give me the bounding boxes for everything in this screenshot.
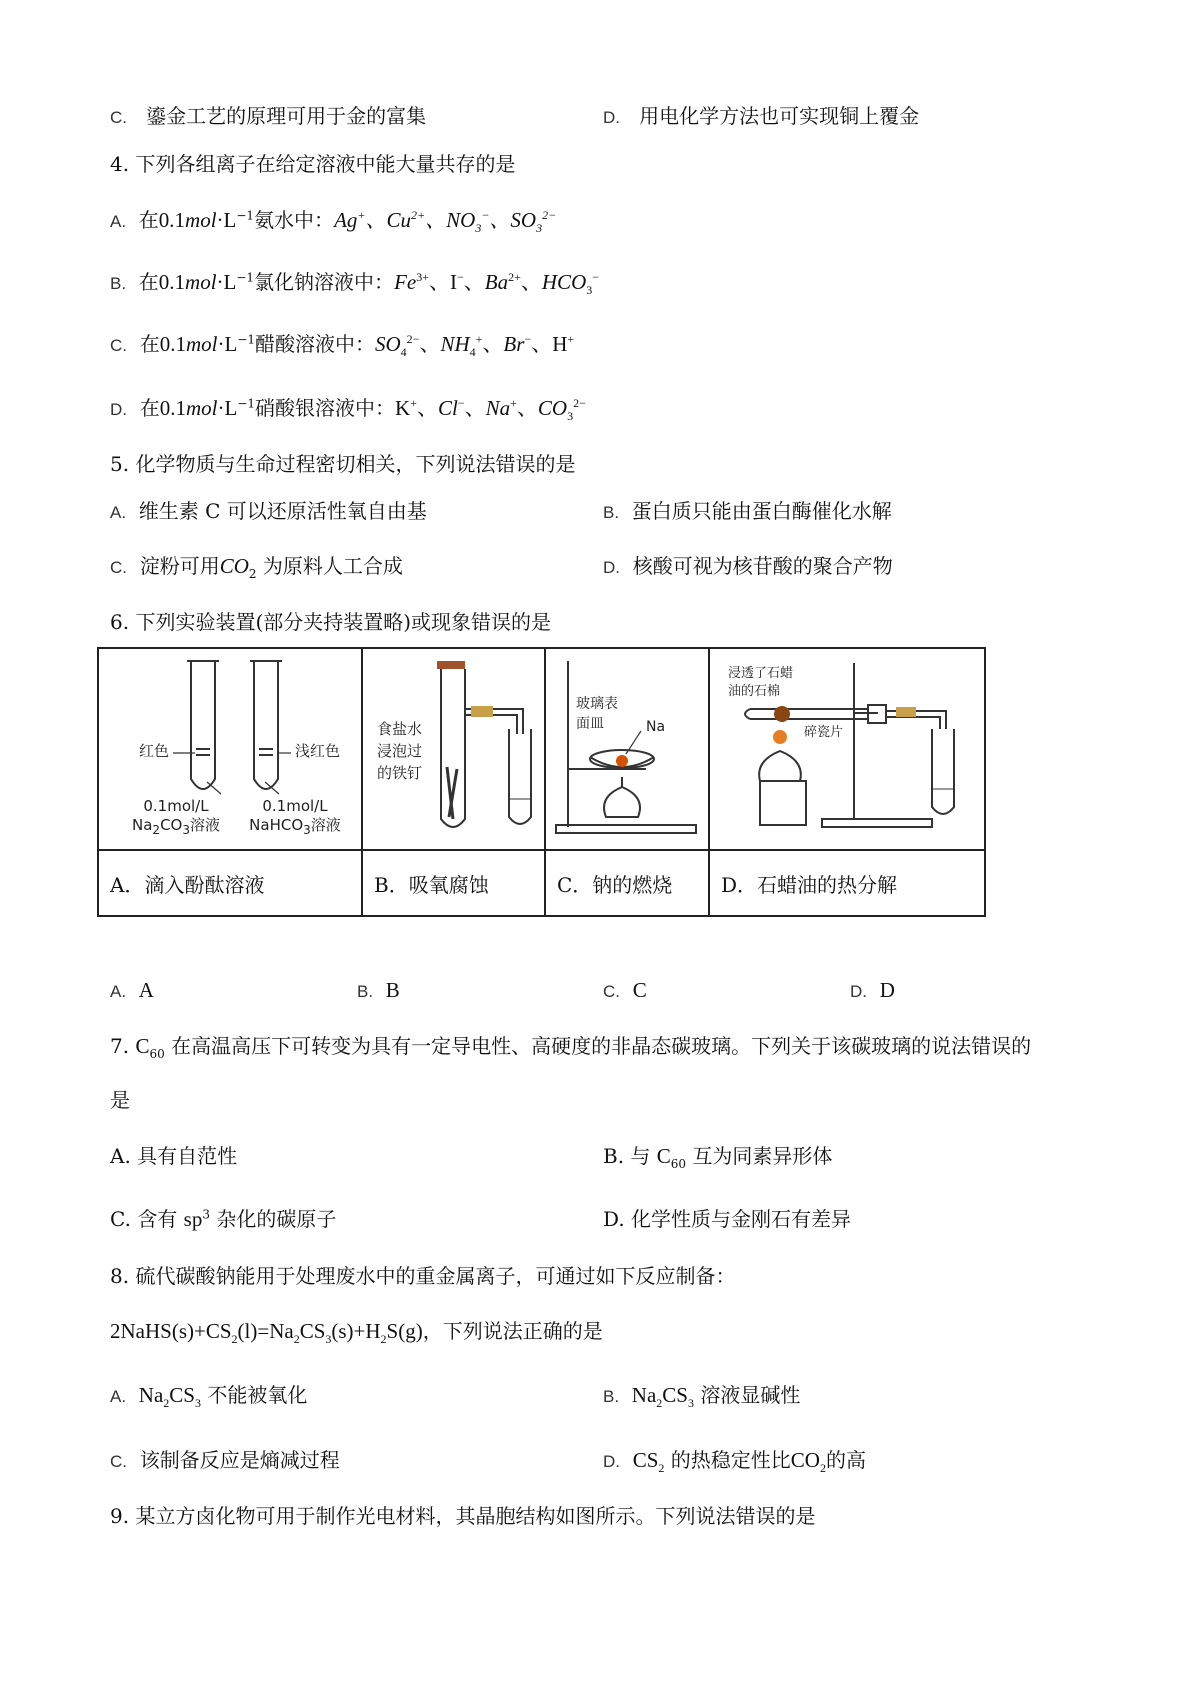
- q4-option-c: C. 在$0.1mol\cdot L^{-1}$醋酸溶液中：$SO_4^{2-}$、$NH_4^+$、Br−、H+: [110, 332, 575, 360]
- q6-option-c: C. C: [603, 978, 647, 1002]
- q3-option-c: [110, 106, 426, 126]
- q7-stem-line2: 是: [110, 1088, 130, 1112]
- q8-equation: $2NaHS(s)+CS_2(l)=Na_2CS_3(s)+H_2S(g)$，下列说法正确的是: [110, 1319, 603, 1347]
- option-text: 用电化学方法也可实现铜上覆金: [639, 104, 920, 128]
- q7-option-a: A. 具有自范性: [110, 1144, 238, 1168]
- asbestos-label: 浸透了石蜡 油的石棉: [728, 666, 794, 699]
- q6-option-d: D. D: [850, 978, 895, 1002]
- experiment-table: [97, 647, 986, 917]
- q5-stem: 5. 化学物质与生命过程密切相关，下列说法错误的是: [110, 452, 576, 476]
- q5-option-c: C. 淀粉可用$CO_2$ 为原料人工合成: [110, 554, 403, 581]
- q4-option-b: B. 在$0.1mol\cdot L^{-1}$氯化钠溶液中：$Fe^{3+}$、I−、$Ba^{2+}$、$HCO_3^-$: [110, 270, 600, 298]
- q4-option-a: A. 在$0.1mol\cdot L^{-1}$氨水中：Ag+、$Cu^{2+}$、$NO_3^-$、$SO_3^{2-}$: [110, 208, 557, 236]
- panel-a-diagram: [98, 648, 362, 850]
- caption-d: D．石蜡油的热分解: [709, 850, 985, 916]
- q4-option-d: D. 在$0.1mol\cdot L^{-1}$硝酸银溶液中：K+、Cl−、Na+、$CO_3^{2-}$: [110, 396, 586, 424]
- q7-option-d: D. 化学性质与金刚石有差异: [603, 1207, 852, 1231]
- nail-label: 食盐水 浸泡过 的铁钉: [377, 720, 423, 782]
- option-label: C.: [110, 108, 127, 127]
- q8-stem: 8. 硫代碳酸钠能用于处理废水中的重金属离子，可通过如下反应制备：: [110, 1264, 736, 1288]
- q7-stem: 7. $C_{60}$ 在高温高压下可转变为具有一定导电性、高硬度的非晶态碳玻璃。下列关于该碳玻璃的说法错误的: [110, 1034, 1032, 1061]
- q8-option-c: C. 该制备反应是熵减过程: [110, 1448, 340, 1472]
- right-tube-color: 浅红色: [295, 742, 341, 760]
- q7-option-b: B. 与 $C_{60}$ 互为同素异形体: [603, 1144, 833, 1171]
- q6-option-a: A. A: [110, 978, 154, 1002]
- option-text: 鎏金工艺的原理可用于金的富集: [146, 104, 427, 128]
- right-tube-solution: 0.1mol/L NaHCO$_3$溶液: [249, 797, 341, 837]
- ion-list: $Fe^{3+}$、I−、$Ba^{2+}$、$HCO_3^-$: [394, 270, 600, 298]
- panel-c-diagram: [545, 648, 709, 850]
- caption-c: C．钠的燃烧: [545, 850, 709, 916]
- q6-stem: 6. 下列实验装置(部分夹持装置略)或现象错误的是: [110, 610, 552, 634]
- q5-option-b: B. 蛋白质只能由蛋白酶催化水解: [603, 499, 892, 523]
- sodium-label: Na: [646, 719, 666, 735]
- ion-list: K+、Cl−、Na+、$CO_3^{2-}$: [395, 396, 586, 424]
- caption-a: A．滴入酚酞溶液: [98, 850, 362, 916]
- left-tube-color: 红色: [139, 742, 170, 760]
- option-label: D.: [603, 108, 620, 127]
- q8-option-a: A. $Na_2CS_3$ 不能被氧化: [110, 1383, 308, 1411]
- q3-option-d: [603, 106, 919, 126]
- q5-option-a: A. 维生素 C 可以还原活性氧自由基: [110, 499, 427, 523]
- caption-b: B．吸氧腐蚀: [362, 850, 545, 916]
- q4-stem: 4. 下列各组离子在给定溶液中能大量共存的是: [110, 152, 516, 176]
- panel-d-diagram: [709, 648, 985, 850]
- q8-option-b: B. $Na_2CS_3$ 溶液显碱性: [603, 1383, 801, 1411]
- ion-list: Ag+、$Cu^{2+}$、$NO_3^-$、$SO_3^{2-}$: [334, 208, 557, 236]
- q5-option-d: D. 核酸可视为核苷酸的聚合产物: [603, 554, 893, 578]
- sodium-burning-illustration: [546, 649, 708, 849]
- q6-option-b: B. B: [357, 978, 400, 1002]
- panel-b-diagram: [362, 648, 545, 850]
- q9-stem: 9. 某立方卤化物可用于制作光电材料，其晶胞结构如图所示。下列说法错误的是: [110, 1504, 816, 1528]
- watch-glass-label: 玻璃表 面皿: [576, 696, 618, 732]
- ion-list: $SO_4^{2-}$、$NH_4^+$、Br−、H+: [375, 332, 575, 360]
- q7-option-c: C. 含有 $sp^3$ 杂化的碳原子: [110, 1207, 337, 1231]
- left-tube-solution: 0.1mol/L $Na_2CO_3$溶液: [132, 797, 220, 837]
- q8-option-d: D. $CS_2$ 的热稳定性比$CO_2$的高: [603, 1448, 866, 1476]
- porcelain-label: 碎瓷片: [804, 725, 844, 740]
